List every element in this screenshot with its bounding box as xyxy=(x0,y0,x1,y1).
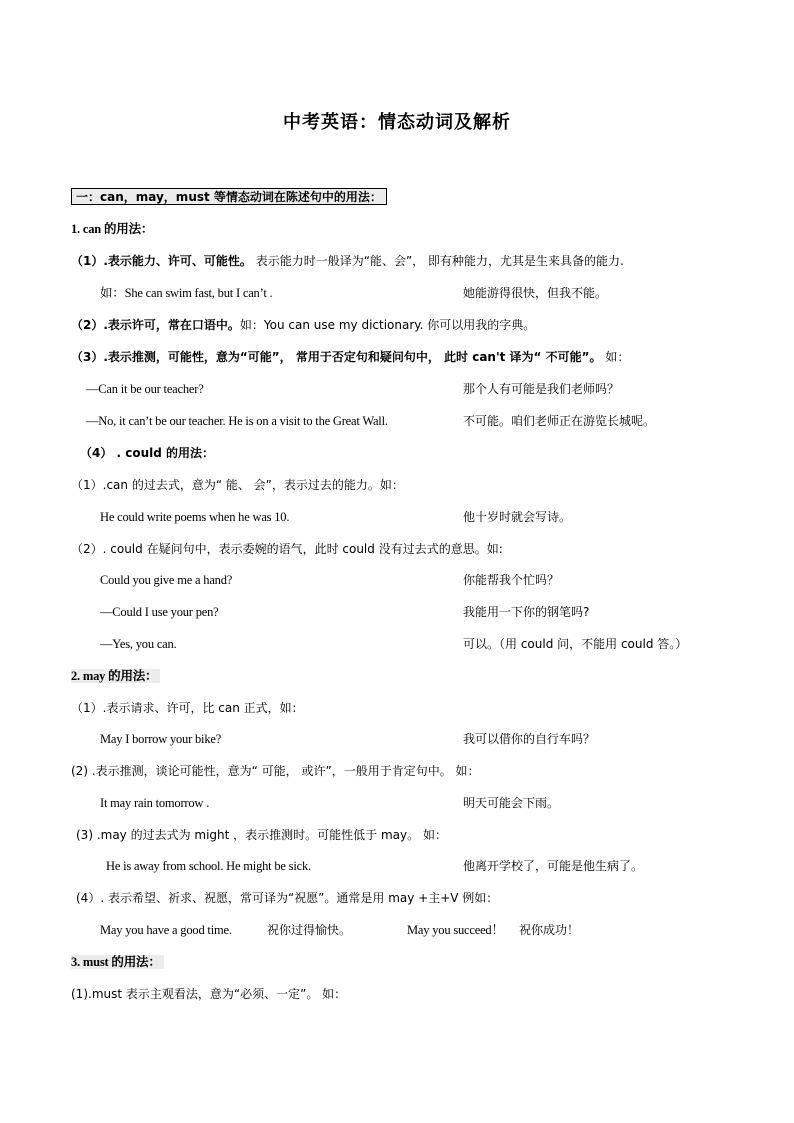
can-heading: 1. can 的用法： xyxy=(71,222,154,236)
could-example-2a-cn: 你能帮我个忙吗？ xyxy=(463,573,560,587)
can-example-1-en: 如：She can swim fast, but I can’t . xyxy=(100,286,273,300)
page-title: 中考英语：情态动词及解析 xyxy=(283,112,511,133)
can-point-1: （1）.表示能力、许可、可能性。 表示能力时一般译为“能、会”， 即有种能力，尤其是生来具备的能力. xyxy=(71,254,624,268)
section-header: 一：can，may，must 等情态动词在陈述句中的用法： xyxy=(71,189,387,205)
may-heading: 2. may 的用法： xyxy=(71,668,160,684)
may-example-4a-en: May you have a good time. xyxy=(100,923,232,937)
may-example-4b-cn: 祝你成功！ xyxy=(519,923,580,937)
could-example-2c-en: —Yes, you can. xyxy=(100,637,177,651)
may-example-3-cn: 他离开学校了，可能是他生病了。 xyxy=(463,859,644,873)
may-point-3: (3) .may 的过去式为 might ，表示推测时。可能性低于 may。 如： xyxy=(76,828,447,842)
can-example-3b-en: —No, it can’t be our teacher. He is on a visit to the Great Wall. xyxy=(86,414,388,428)
could-example-1-cn: 他十岁时就会写诗。 xyxy=(463,510,572,524)
can-point-3: （3）.表示推测，可能性，意为“可能”， 常用于否定句和疑问句中， 此时 can't 译为“ 不可能”。 如： xyxy=(71,350,630,364)
could-point-1: （1）.can 的过去式，意为“ 能、 会”，表示过去的能力。如： xyxy=(71,478,404,492)
may-example-4b-en: May you succeed！ xyxy=(407,923,504,937)
may-point-1: （1）.表示请求、许可，比 can 正式，如： xyxy=(71,701,304,715)
must-point-1: (1).must 表示主观看法，意为“必须、一定”。 如： xyxy=(71,987,347,1001)
may-example-4a-cn: 祝你过得愉快。 xyxy=(267,923,352,937)
could-heading: （4） . could 的用法： xyxy=(80,446,215,460)
may-example-1-en: May I borrow your bike? xyxy=(100,732,222,746)
may-point-4: (4）. 表示希望、祈求、祝愿，常可译为“祝愿”。通常是用 may +主+V 例如： xyxy=(76,891,499,905)
could-point-2: （2）. could 在疑问句中，表示委婉的语气，此时 could 没有过去式的意思。如: xyxy=(71,542,503,556)
can-example-3b-cn: 不可能。咱们老师正在游览长城呢。 xyxy=(463,414,656,428)
could-example-1-en: He could write poems when he was 10. xyxy=(100,510,290,524)
may-example-2-cn: 明天可能会下雨。 xyxy=(463,796,560,810)
could-example-2b-en: —Could I use your pen? xyxy=(100,605,219,619)
can-example-3a-en: —Can it be our teacher? xyxy=(86,382,204,396)
must-heading: 3. must 的用法： xyxy=(71,954,164,970)
may-example-3-en: He is away from school. He might be sick. xyxy=(106,859,311,873)
may-point-2: (2) .表示推测，谈论可能性，意为“ 可能， 或许”，一般用于肯定句中。 如： xyxy=(71,764,480,778)
may-example-1-cn: 我可以借你的自行车吗？ xyxy=(463,732,596,746)
could-example-2b-cn: 我能用一下你的钢笔吗? xyxy=(463,605,590,619)
can-example-3a-cn: 那个人有可能是我们老师吗？ xyxy=(463,382,620,396)
can-point-2: （2）.表示许可，常在口语中。如：You can use my dictionary. 你可以用我的字典。 xyxy=(71,318,536,332)
may-example-2-en: It may rain tomorrow . xyxy=(100,796,210,810)
could-example-2a-en: Could you give me a hand? xyxy=(100,573,233,587)
could-example-2c-cn: 可以。（用 could 问，不能用 could 答。） xyxy=(463,637,688,651)
can-example-1-cn: 她能游得很快，但我不能。 xyxy=(463,286,608,300)
